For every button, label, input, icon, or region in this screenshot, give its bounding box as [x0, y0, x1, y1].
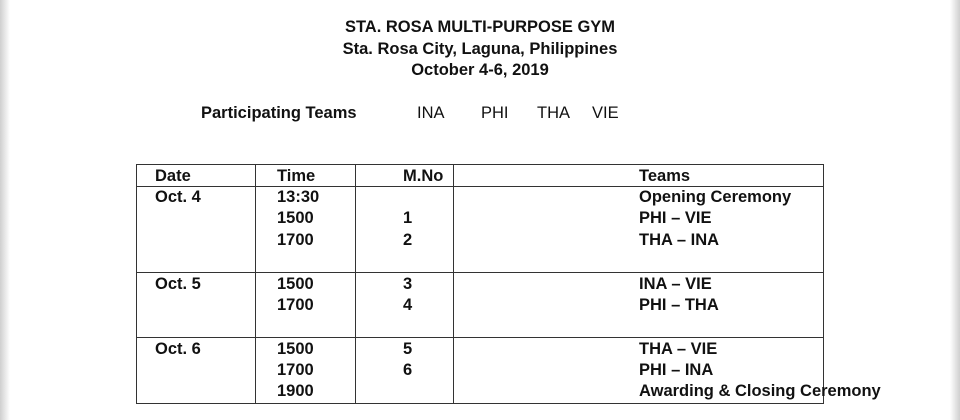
date-range: October 4-6, 2019	[411, 61, 549, 79]
schedule-table: Date Time M.No Teams Oct. 4 13:30 Opening Ceremony 1500 1 PHI – VIE 1700 2 THA – INA Oct. 5 1500 3 INA – VIE 1700 4 PHI – THA Oct. 6 1500 5 THA – VIE 1700 6 PHI – INA 1900 Awarding & Closing Ceremony	[136, 164, 824, 404]
day-date: Oct. 4	[155, 188, 201, 206]
venue-title: STA. ROSA MULTI-PURPOSE GYM	[344, 18, 616, 36]
day-divider	[137, 272, 823, 273]
team-code: VIE	[592, 104, 619, 122]
document-header	[0, 17, 960, 82]
column-divider	[255, 165, 256, 403]
team-code: INA	[417, 104, 445, 122]
location-line: Sta. Rosa City, Laguna, Philippines	[342, 39, 618, 58]
participating-teams-label: Participating Teams	[201, 104, 357, 122]
column-divider	[453, 165, 454, 403]
day-date: Oct. 6	[155, 340, 201, 358]
day-divider	[137, 337, 823, 338]
header-divider	[137, 186, 823, 187]
team-code: PHI	[481, 104, 509, 122]
column-divider	[355, 165, 356, 403]
team-code: THA	[537, 104, 570, 122]
column-header-date: Date	[155, 167, 191, 185]
day-date: Oct. 5	[155, 275, 201, 293]
